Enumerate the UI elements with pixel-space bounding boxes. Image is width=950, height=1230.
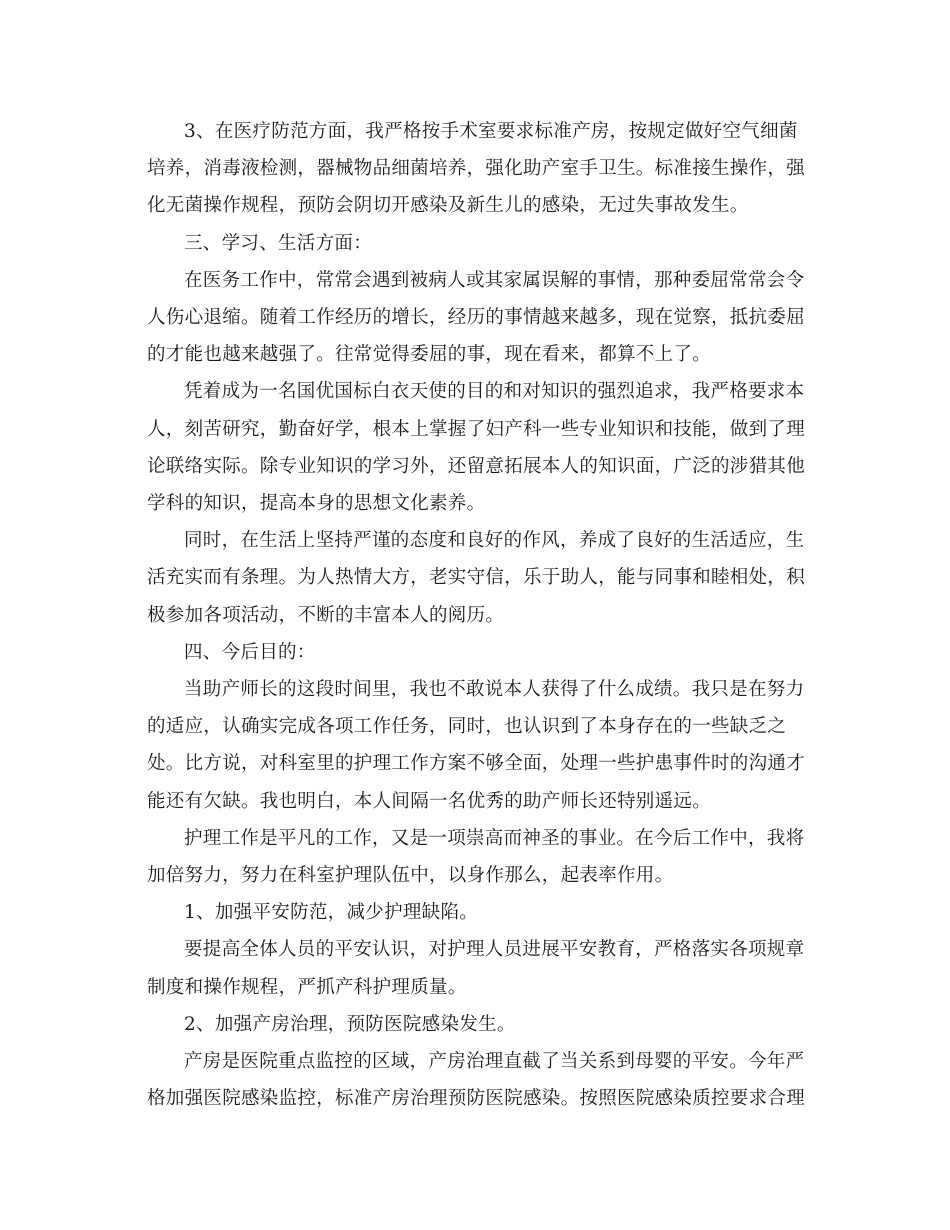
text-line: 要提高全体人员的平安认识，对护理人员进展平安教育，严格落实各项规章 xyxy=(184,939,805,961)
text-line: 活充实而有条理。为人热情大方，老实守信，乐于助人，能与同事和睦相处，积 xyxy=(147,567,806,589)
paragraph xyxy=(147,634,803,671)
text-line: 论联络实际。除专业知识的学习外，还留意拓展本人的知识面，广泛的涉猎其他 xyxy=(147,455,806,477)
text-line: 2、加强产房治理，预防医院感染发生。 xyxy=(184,1013,516,1035)
text-line: 当助产师长的这段时间里，我也不敢说本人获得了什么成绩。我只是在努力 xyxy=(184,679,805,701)
text-line: 在医务工作中，常常会遇到被病人或其家属误解的事情，那种委屈常常会令 xyxy=(184,269,805,291)
text-line: 产房是医院重点监控的区域，产房治理直截了当关系到母婴的平安。今年严 xyxy=(184,1051,805,1073)
paragraph xyxy=(147,931,803,1005)
text-line: 3、在医疗防范方面，我严格按手术室要求标准产房，按规定做好空气细菌 xyxy=(184,121,798,142)
text-line: 1、加强平安防范，减少护理缺陷。 xyxy=(184,902,479,924)
text-line: 的才能也越来越强了。往常觉得委屈的事，现在看来，都算不上了。 xyxy=(147,344,712,366)
paragraph xyxy=(147,1043,806,1117)
paragraph xyxy=(147,1006,803,1043)
text-line: 培养，消毒液检测，器械物品细菌培养，强化助产室手卫生。标准接生操作，强 xyxy=(147,158,806,180)
paragraph xyxy=(147,113,806,225)
text-line: 三、学习、生活方面： xyxy=(184,232,373,254)
text-line: 能还有欠缺。我也明白，本人间隔一名优秀的助产师长还特别遥远。 xyxy=(147,790,712,812)
text-line: 格加强医院感染监控，标准产房治理预防医院感染。按照医院感染质控要求合理 xyxy=(147,1088,806,1110)
paragraph xyxy=(147,671,806,820)
text-line: 加倍努力，努力在科室护理队伍中，以身作那么，起表率作用。 xyxy=(147,865,674,887)
text-line: 极参加各项活动，不断的丰富本人的阅历。 xyxy=(147,604,505,626)
text-line: 四、今后目的： xyxy=(184,641,316,663)
paragraph xyxy=(147,522,806,634)
text-line: 学科的知识，提高本身的思想文化素养。 xyxy=(147,493,486,515)
paragraph xyxy=(147,894,803,931)
text-line: 护理工作是平凡的工作，又是一项崇高而神圣的事业。在今后工作中，我将 xyxy=(184,827,805,849)
text-line: 人，刻苦研究，勤奋好学，根本上掌握了妇产科一些专业知识和技能，做到了理 xyxy=(147,418,806,440)
paragraph xyxy=(147,262,806,374)
text-line: 处。比方说，对科室里的护理工作方案不够全面，处理一些护患事件时的沟通才 xyxy=(147,753,806,775)
text-line: 化无菌操作规程，预防会阴切开感染及新生儿的感染，无过失事故发生。 xyxy=(147,195,749,217)
text-line: 同时，在生活上坚持严谨的态度和良好的作风，养成了良好的生活适应，生 xyxy=(184,530,805,552)
paragraph xyxy=(147,820,803,894)
text-line: 制度和操作规程，严抓产科护理质量。 xyxy=(147,976,467,998)
text-line: 人伤心退缩。随着工作经历的增长，经历的事情越来越多，现在觉察，抵抗委屈 xyxy=(147,307,806,329)
paragraph xyxy=(147,225,803,262)
text-line: 凭着成为一名国优国标白衣天使的目的和对知识的强烈追求，我严格要求本 xyxy=(184,381,805,403)
document-body xyxy=(147,113,806,1117)
paragraph xyxy=(147,373,806,522)
text-line: 的适应，认确实完成各项工作任务，同时，也认识到了本身存在的一些缺乏之 xyxy=(147,716,787,738)
